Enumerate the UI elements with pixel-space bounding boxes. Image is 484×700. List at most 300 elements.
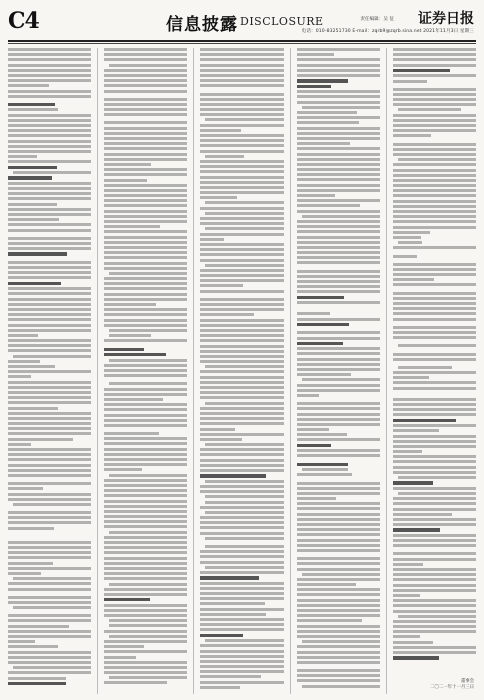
text-line <box>104 215 187 218</box>
text-line <box>8 635 91 638</box>
text-line <box>297 389 380 392</box>
text-line <box>393 184 476 187</box>
text-line <box>104 287 187 290</box>
text-line <box>297 454 380 457</box>
text-line <box>393 408 476 411</box>
text-line <box>8 197 91 200</box>
text-line <box>200 134 283 137</box>
text-line <box>302 468 349 471</box>
text-line <box>109 272 187 275</box>
text-line <box>393 381 476 384</box>
text-line <box>8 614 91 617</box>
text-line <box>398 158 476 161</box>
text-line <box>8 417 91 420</box>
text-line <box>393 413 476 416</box>
text-line <box>297 132 380 135</box>
text-line <box>8 365 55 368</box>
text-line <box>393 48 476 51</box>
text-line <box>393 93 476 96</box>
text-line <box>297 438 380 441</box>
text-line <box>297 583 356 586</box>
text-line <box>393 646 476 649</box>
text-line <box>200 644 283 647</box>
text-line <box>200 550 283 553</box>
text-line <box>393 539 476 542</box>
text-line <box>393 283 476 286</box>
text-line <box>398 344 476 347</box>
text-line <box>8 412 91 415</box>
text-line <box>104 90 187 93</box>
text-line <box>302 573 380 576</box>
text-line <box>297 69 380 72</box>
text-line <box>104 437 187 440</box>
text-line <box>8 487 43 490</box>
text-line <box>104 393 187 396</box>
text-line <box>8 498 91 501</box>
text-line <box>13 666 91 669</box>
text-line <box>393 200 476 203</box>
text-line <box>200 144 283 147</box>
text-line <box>104 364 187 367</box>
heading-line <box>297 342 343 345</box>
text-line <box>393 630 476 633</box>
text-line <box>200 490 283 493</box>
text-line <box>297 433 347 436</box>
text-line <box>297 557 380 560</box>
text-line <box>8 90 91 93</box>
text-line <box>393 353 476 356</box>
heading-line <box>8 252 67 255</box>
text-line <box>8 521 91 524</box>
text-line <box>393 194 476 197</box>
text-line <box>297 58 380 61</box>
article-columns <box>8 48 476 694</box>
text-line <box>393 307 476 310</box>
text-line <box>8 155 37 158</box>
text-line <box>393 604 476 607</box>
text-line <box>104 69 187 72</box>
text-line <box>200 386 283 389</box>
text-line <box>104 199 187 202</box>
text-line <box>393 134 432 137</box>
text-line <box>104 453 187 456</box>
text-line <box>8 95 91 98</box>
text-column-1 <box>8 48 91 694</box>
text-line <box>393 625 476 628</box>
text-line <box>398 615 476 618</box>
text-line <box>297 158 380 161</box>
text-line <box>297 473 353 476</box>
text-line <box>200 233 283 236</box>
text-line <box>104 230 187 233</box>
text-line <box>200 485 283 488</box>
text-line <box>200 269 283 272</box>
text-line <box>393 210 476 213</box>
text-line <box>393 246 476 249</box>
text-line <box>8 464 91 467</box>
heading-line <box>393 69 450 72</box>
text-line <box>104 277 187 280</box>
text-line <box>200 613 265 616</box>
text-line <box>109 583 187 586</box>
text-line <box>393 599 476 602</box>
text-line <box>393 641 433 644</box>
text-line <box>104 53 187 56</box>
text-line <box>200 84 283 87</box>
text-line <box>297 645 380 648</box>
heading-line <box>393 481 433 484</box>
text-line <box>200 217 283 220</box>
heading-line <box>200 634 243 637</box>
text-line <box>200 329 283 332</box>
text-line <box>8 308 91 311</box>
text-line <box>200 181 283 184</box>
text-line <box>297 651 380 654</box>
text-line <box>393 278 434 281</box>
text-line <box>393 398 476 401</box>
text-line <box>200 391 283 394</box>
text-line <box>205 402 283 405</box>
text-line <box>200 222 283 225</box>
text-line <box>393 460 476 463</box>
text-line <box>393 487 476 490</box>
text-line <box>8 432 91 435</box>
text-line <box>104 661 187 664</box>
text-line <box>104 313 187 316</box>
text-line <box>200 303 283 306</box>
text-line <box>104 463 187 466</box>
text-line <box>200 464 283 467</box>
heading-line <box>8 103 55 106</box>
text-line <box>8 187 91 190</box>
text-line <box>104 108 187 111</box>
text-line <box>200 376 283 379</box>
heading-line <box>104 353 166 356</box>
text-line <box>200 290 283 293</box>
text-line <box>297 210 380 213</box>
text-line <box>297 544 380 547</box>
text-line <box>8 145 91 148</box>
text-line <box>104 630 187 633</box>
text-line <box>393 403 476 406</box>
text-line <box>8 438 73 441</box>
text-line <box>393 424 476 427</box>
masthead-rule-thin <box>8 43 476 44</box>
text-line <box>200 396 283 399</box>
text-line <box>200 48 283 51</box>
text-line <box>200 279 283 282</box>
text-line <box>8 74 91 77</box>
text-line <box>393 471 476 474</box>
text-line <box>104 121 187 124</box>
signature-block <box>430 678 474 690</box>
text-line <box>297 679 380 682</box>
text-line <box>393 558 476 561</box>
text-line <box>13 355 91 358</box>
text-line <box>393 450 423 453</box>
text-line <box>205 443 283 446</box>
text-line <box>297 518 380 521</box>
text-line <box>200 124 283 127</box>
text-line <box>104 536 187 539</box>
text-line <box>393 129 476 132</box>
text-line <box>200 681 283 684</box>
text-line <box>8 422 91 425</box>
text-line <box>297 625 380 628</box>
text-column-2 <box>104 48 187 694</box>
text-line <box>393 226 476 229</box>
column-divider <box>97 48 98 694</box>
text-line <box>8 443 31 446</box>
text-line <box>8 546 91 549</box>
text-line <box>104 220 187 223</box>
text-line <box>200 313 253 316</box>
text-line <box>200 526 283 529</box>
text-line <box>297 373 351 376</box>
text-line <box>104 142 187 145</box>
text-line <box>200 108 283 111</box>
text-line <box>393 513 452 516</box>
text-line <box>8 493 91 496</box>
text-line <box>200 381 283 384</box>
text-line <box>200 150 283 153</box>
text-line <box>297 121 359 124</box>
text-line <box>8 651 91 654</box>
text-line <box>297 189 380 192</box>
text-line <box>297 53 334 56</box>
text-line <box>200 160 283 163</box>
text-line <box>109 382 187 385</box>
text-line <box>104 168 187 171</box>
text-line <box>297 74 380 77</box>
text-line <box>104 113 187 116</box>
text-line <box>8 511 91 514</box>
text-line <box>297 101 380 104</box>
text-line <box>297 661 380 664</box>
text-line <box>297 184 380 187</box>
text-line <box>13 503 91 506</box>
text-line <box>200 207 283 210</box>
heading-line <box>297 85 332 88</box>
text-line <box>104 132 187 135</box>
text-line <box>8 261 91 264</box>
text-line <box>200 58 283 61</box>
text-line <box>205 201 283 204</box>
text-line <box>200 660 283 663</box>
text-line <box>104 541 187 544</box>
text-line <box>200 608 283 611</box>
text-line <box>297 674 380 677</box>
text-line <box>297 578 380 581</box>
text-line <box>393 255 417 258</box>
text-line <box>393 205 476 208</box>
text-line <box>297 153 380 156</box>
text-line <box>200 453 283 456</box>
text-line <box>8 596 91 599</box>
text-line <box>200 582 283 585</box>
heading-line <box>8 282 61 285</box>
text-line <box>393 376 430 379</box>
masthead <box>8 6 476 40</box>
text-line <box>200 74 283 77</box>
text-line <box>393 103 476 106</box>
text-line <box>200 555 283 558</box>
text-line <box>393 502 476 505</box>
text-line <box>8 223 91 226</box>
text-line <box>200 448 283 451</box>
text-line <box>205 495 283 498</box>
text-line <box>104 656 136 659</box>
text-line <box>8 630 91 633</box>
text-line <box>297 337 380 340</box>
text-line <box>398 108 461 111</box>
text-line <box>200 345 283 348</box>
text-line <box>393 80 427 83</box>
text-line <box>393 53 476 56</box>
text-line <box>393 534 476 537</box>
text-line <box>302 215 380 218</box>
text-line <box>200 407 283 410</box>
text-line <box>297 246 380 249</box>
text-line <box>200 284 243 287</box>
text-line <box>104 666 187 669</box>
text-line <box>297 593 380 596</box>
text-line <box>297 90 380 93</box>
heading-line <box>393 419 456 422</box>
text-line <box>104 236 187 239</box>
text-line <box>297 127 380 130</box>
text-line <box>393 651 476 654</box>
text-line <box>109 474 187 477</box>
text-line <box>297 204 361 207</box>
column-divider <box>193 48 194 694</box>
text-line <box>104 298 187 301</box>
text-line <box>104 424 187 427</box>
text-line <box>297 418 380 421</box>
text-line <box>104 98 187 101</box>
heading-line <box>8 682 66 685</box>
text-line <box>393 263 476 266</box>
column-divider <box>290 48 291 694</box>
text-line <box>393 435 476 438</box>
text-line <box>297 635 380 638</box>
text-line <box>200 334 283 337</box>
text-line <box>104 671 187 674</box>
text-line <box>200 69 283 72</box>
heading-line <box>200 474 266 477</box>
text-line <box>104 510 187 513</box>
text-line <box>393 563 423 566</box>
text-line <box>393 215 476 218</box>
text-line <box>104 103 187 106</box>
text-line <box>8 562 53 565</box>
section-title-en: DISCLOSURE <box>240 15 324 28</box>
text-line <box>8 661 91 664</box>
text-line <box>297 275 380 278</box>
text-line <box>297 225 380 228</box>
text-line <box>8 69 91 72</box>
text-line <box>109 624 187 627</box>
text-line <box>297 280 380 283</box>
text-line <box>8 572 41 575</box>
text-line <box>393 326 476 329</box>
text-line <box>200 428 235 431</box>
text-line <box>104 324 187 327</box>
text-line <box>200 339 283 342</box>
text-line <box>8 119 91 122</box>
text-line <box>104 567 187 570</box>
text-column-4 <box>297 48 380 694</box>
text-line <box>13 606 91 609</box>
text-line <box>393 312 476 315</box>
text-line <box>13 577 91 580</box>
text-line <box>297 64 380 67</box>
text-line <box>104 308 187 311</box>
text-line <box>104 681 167 684</box>
text-line <box>297 497 337 500</box>
text-line <box>104 179 146 182</box>
text-line <box>8 129 91 132</box>
text-line <box>297 147 380 150</box>
text-line <box>297 270 380 273</box>
text-line <box>8 287 91 290</box>
text-line <box>8 401 91 404</box>
text-line <box>393 523 476 526</box>
text-line <box>8 386 91 389</box>
text-line <box>104 419 187 422</box>
text-line <box>297 331 380 334</box>
text-line <box>393 358 476 361</box>
text-line <box>205 264 283 267</box>
text-line <box>104 374 187 377</box>
text-line <box>104 588 187 591</box>
text-line <box>200 670 283 673</box>
text-line <box>104 204 187 207</box>
text-line <box>297 428 329 431</box>
text-line <box>200 417 283 420</box>
text-line <box>393 455 476 458</box>
text-line <box>104 319 187 322</box>
text-line <box>205 365 283 368</box>
text-line <box>104 604 187 607</box>
text-line <box>8 588 91 591</box>
text-line <box>8 370 91 373</box>
text-line <box>297 513 380 516</box>
text-line <box>297 318 380 321</box>
text-line <box>205 480 283 483</box>
heading-line <box>8 166 57 169</box>
text-line <box>8 407 58 410</box>
column-divider <box>386 48 387 694</box>
text-line <box>104 609 187 612</box>
text-line <box>393 584 476 587</box>
text-line <box>8 344 91 347</box>
text-line <box>8 619 91 622</box>
text-line <box>8 396 91 399</box>
text-line <box>8 469 91 472</box>
text-line <box>200 618 283 621</box>
text-line <box>200 628 283 631</box>
text-line <box>200 597 283 600</box>
text-line <box>297 163 380 166</box>
text-line <box>109 64 187 67</box>
editors-line: 责任编辑：吴 征 <box>360 17 394 22</box>
text-line <box>104 79 187 82</box>
text-line <box>393 610 476 613</box>
text-line <box>200 298 283 301</box>
text-line <box>297 194 335 197</box>
signature-date: 二〇二一年十一月三日 <box>430 685 475 690</box>
